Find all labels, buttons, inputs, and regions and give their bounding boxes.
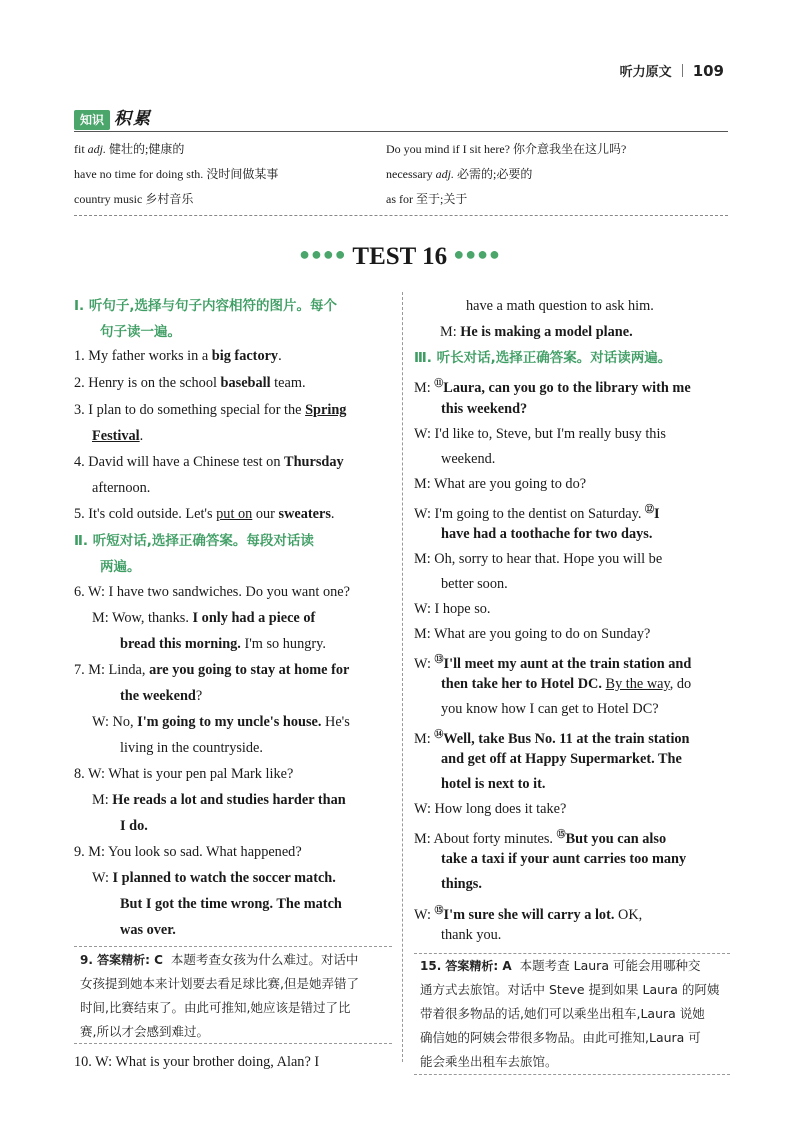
dialog-line: M: What are you going to do?	[414, 476, 587, 492]
knowledge-title: 积累	[114, 109, 152, 128]
dialog-line: better soon.	[441, 576, 508, 592]
question-9-w: W: I planned to watch the soccer match.	[92, 870, 336, 886]
title-dots-left: ●●●●	[299, 244, 347, 264]
question-8-m: M: He reads a lot and studies harder than	[92, 792, 346, 808]
knowledge-bottom-rule	[74, 215, 728, 216]
dialog-line: W: ⑬I'll meet my aunt at the train station and	[414, 654, 692, 672]
vocab-item: fit adj. 健壮的;健康的	[74, 142, 185, 156]
title-dots-right: ●●●●	[453, 244, 501, 264]
dialog-line: W: I'd like to, Steve, but I'm really busy this	[414, 426, 666, 442]
vocab-item: as for 至于;关于	[386, 192, 468, 206]
dialog-line: M: About forty minutes. ⑮But you can also	[414, 829, 667, 847]
answer-9-line1: 9. 答案精析: C 本题考查女孩为什么难过。对话中	[80, 952, 359, 967]
question-5: 5. It's cold outside. Let's put on our sweaters.	[74, 506, 335, 522]
header-divider	[682, 64, 683, 77]
answer-9-line3: 时间,比赛结束了。由此可推知,她应该是错过了比	[80, 1000, 351, 1015]
vocab-item: have no time for doing sth. 没时间做某事	[74, 167, 279, 181]
vocab-item: necessary adj. 必需的;必要的	[386, 167, 533, 181]
question-9-w-cont: But I got the time wrong. The match	[120, 896, 342, 912]
page-header	[620, 61, 724, 80]
dialog-line: thank you.	[441, 927, 502, 943]
knowledge-rule	[74, 131, 728, 132]
question-10-w-cont: have a math question to ask him.	[466, 298, 654, 314]
dialog-line: W: How long does it take?	[414, 801, 567, 817]
dialog-line: then take her to Hotel DC. By the way, do	[441, 676, 692, 692]
answer-15-line5: 能会乘坐出租车去旅馆。	[420, 1054, 558, 1069]
vocab-item: Do you mind if I sit here? 你介意我坐在这儿吗?	[386, 142, 627, 156]
answer-15-line1: 15. 答案精析: A 本题考查 Laura 可能会用哪种交	[420, 958, 701, 973]
knowledge-badge: 知识	[74, 110, 110, 130]
question-8-m-cont: I do.	[120, 818, 148, 834]
section-1-heading-cont: 句子读一遍。	[100, 324, 181, 340]
question-6-w: 6. W: I have two sandwiches. Do you want one?	[74, 584, 350, 600]
question-7-w-cont: living in the countryside.	[120, 740, 263, 756]
answer-9-line2: 女孩提到她本来计划要去看足球比赛,但是她弄错了	[80, 976, 359, 991]
title-text: TEST 16	[352, 243, 448, 270]
dialog-line: W: ⑮I'm sure she will carry a lot. OK,	[414, 905, 643, 923]
question-4-cont: afternoon.	[92, 480, 151, 496]
section-3-heading: Ⅲ. 听长对话,选择正确答案。对话读两遍。	[414, 350, 672, 366]
dialog-line: M: ⑪Laura, can you go to the library with me	[414, 378, 691, 396]
question-6-m: M: Wow, thanks. I only had a piece of	[92, 610, 316, 626]
dialog-line: you know how I can get to Hotel DC?	[441, 701, 659, 717]
section-label: 听力原文	[619, 65, 672, 80]
dialog-line: M: Oh, sorry to hear that. Hope you will be	[414, 551, 663, 567]
answer-15-line4: 确信她的阿姨会带很多物品。由此可推知,Laura 可	[420, 1030, 701, 1045]
dialog-line: M: ⑭Well, take Bus No. 11 at the train station	[414, 729, 690, 747]
dialog-line: take a taxi if your aunt carries too many	[441, 851, 687, 867]
dialog-line: hotel is next to it.	[441, 776, 546, 792]
answer-9-line4: 赛,所以才会感到难过。	[80, 1024, 209, 1039]
question-1: 1. My father works in a big factory.	[74, 348, 282, 364]
vocab-item: country music 乡村音乐	[74, 192, 194, 206]
column-divider	[402, 292, 403, 1062]
section-2-heading: Ⅱ. 听短对话,选择正确答案。每段对话读	[74, 533, 314, 549]
dialog-line: this weekend?	[441, 401, 528, 417]
question-9-m: 9. M: You look so sad. What happened?	[74, 844, 302, 860]
question-3-cont: Festival.	[92, 428, 144, 444]
question-6-m-cont: bread this morning. I'm so hungry.	[120, 636, 326, 652]
question-8-w: 8. W: What is your pen pal Mark like?	[74, 766, 294, 782]
dialog-line: M: What are you going to do on Sunday?	[414, 626, 651, 642]
section-2-heading-cont: 两遍。	[100, 559, 141, 575]
question-10-m: M: He is making a model plane.	[440, 324, 633, 340]
dialog-line: W: I hope so.	[414, 601, 491, 617]
dialog-line: weekend.	[441, 451, 496, 467]
section-1-heading: Ⅰ. 听句子,选择与句子内容相符的图片。每个	[74, 298, 337, 314]
dialog-line: and get off at Happy Supermarket. The	[441, 751, 682, 767]
page-number: 109	[692, 62, 724, 80]
question-7-m-cont: the weekend?	[120, 688, 203, 704]
question-4: 4. David will have a Chinese test on Thursday	[74, 454, 344, 470]
dialog-line: have had a toothache for two days.	[441, 526, 653, 542]
question-2: 2. Henry is on the school baseball team.	[74, 375, 306, 391]
answer-15-line2: 通方式去旅馆。对话中 Steve 提到如果 Laura 的阿姨	[420, 982, 720, 997]
dialog-line: things.	[441, 876, 482, 892]
test-title	[0, 243, 800, 271]
question-3: 3. I plan to do something special for the Spring	[74, 402, 347, 418]
question-9-w-cont2: was over.	[120, 922, 176, 938]
question-7-m: 7. M: Linda, are you going to stay at home for	[74, 662, 350, 678]
answer-15-line3: 带着很多物品的话,她们可以乘坐出租车,Laura 说她	[420, 1006, 705, 1021]
question-10-w: 10. W: What is your brother doing, Alan? I	[74, 1054, 320, 1070]
question-7-w: W: No, I'm going to my uncle's house. He's	[92, 714, 350, 730]
dialog-line: W: I'm going to the dentist on Saturday. ⑫I	[414, 504, 660, 522]
